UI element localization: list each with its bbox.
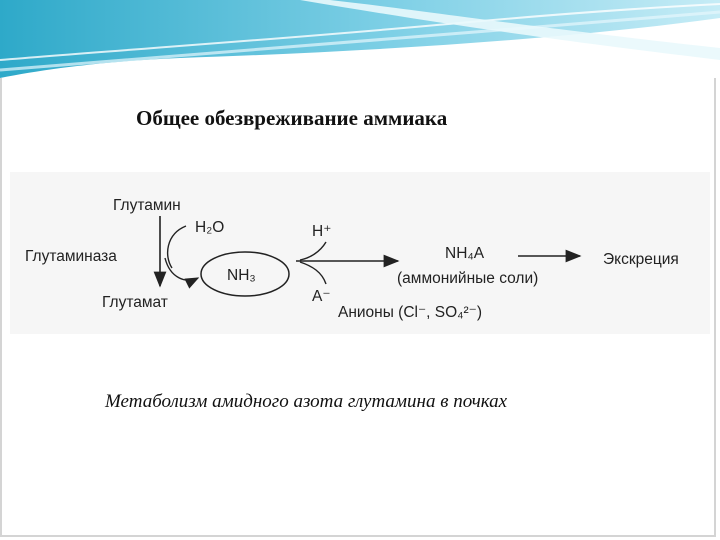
anions-label: Анионы (Cl⁻, SO₄²⁻) [338, 304, 483, 321]
glutaminase-label: Глутаминаза [25, 248, 117, 265]
ammonium-salt-note: (аммонийные соли) [397, 270, 539, 287]
anion-label: A⁻ [312, 288, 331, 305]
proton-label: H⁺ [312, 223, 332, 240]
slide-caption: Метаболизм амидного азота глутамина в почках [105, 391, 508, 412]
anion-curve [300, 262, 326, 284]
ammonia-release-curve [165, 258, 198, 280]
slide-title: Общее обезвреживание аммиака [136, 106, 448, 130]
water-curve [168, 226, 186, 268]
ammonia-label: NH₃ [227, 267, 256, 284]
ammonium-salt-label: NH₄A [445, 245, 485, 262]
excretion-label: Экскреция [603, 251, 679, 268]
water-label: H₂O [195, 219, 225, 236]
glutamine-label: Глутамин [113, 197, 181, 214]
proton-curve [300, 242, 326, 260]
glutamate-label: Глутамат [102, 294, 168, 311]
